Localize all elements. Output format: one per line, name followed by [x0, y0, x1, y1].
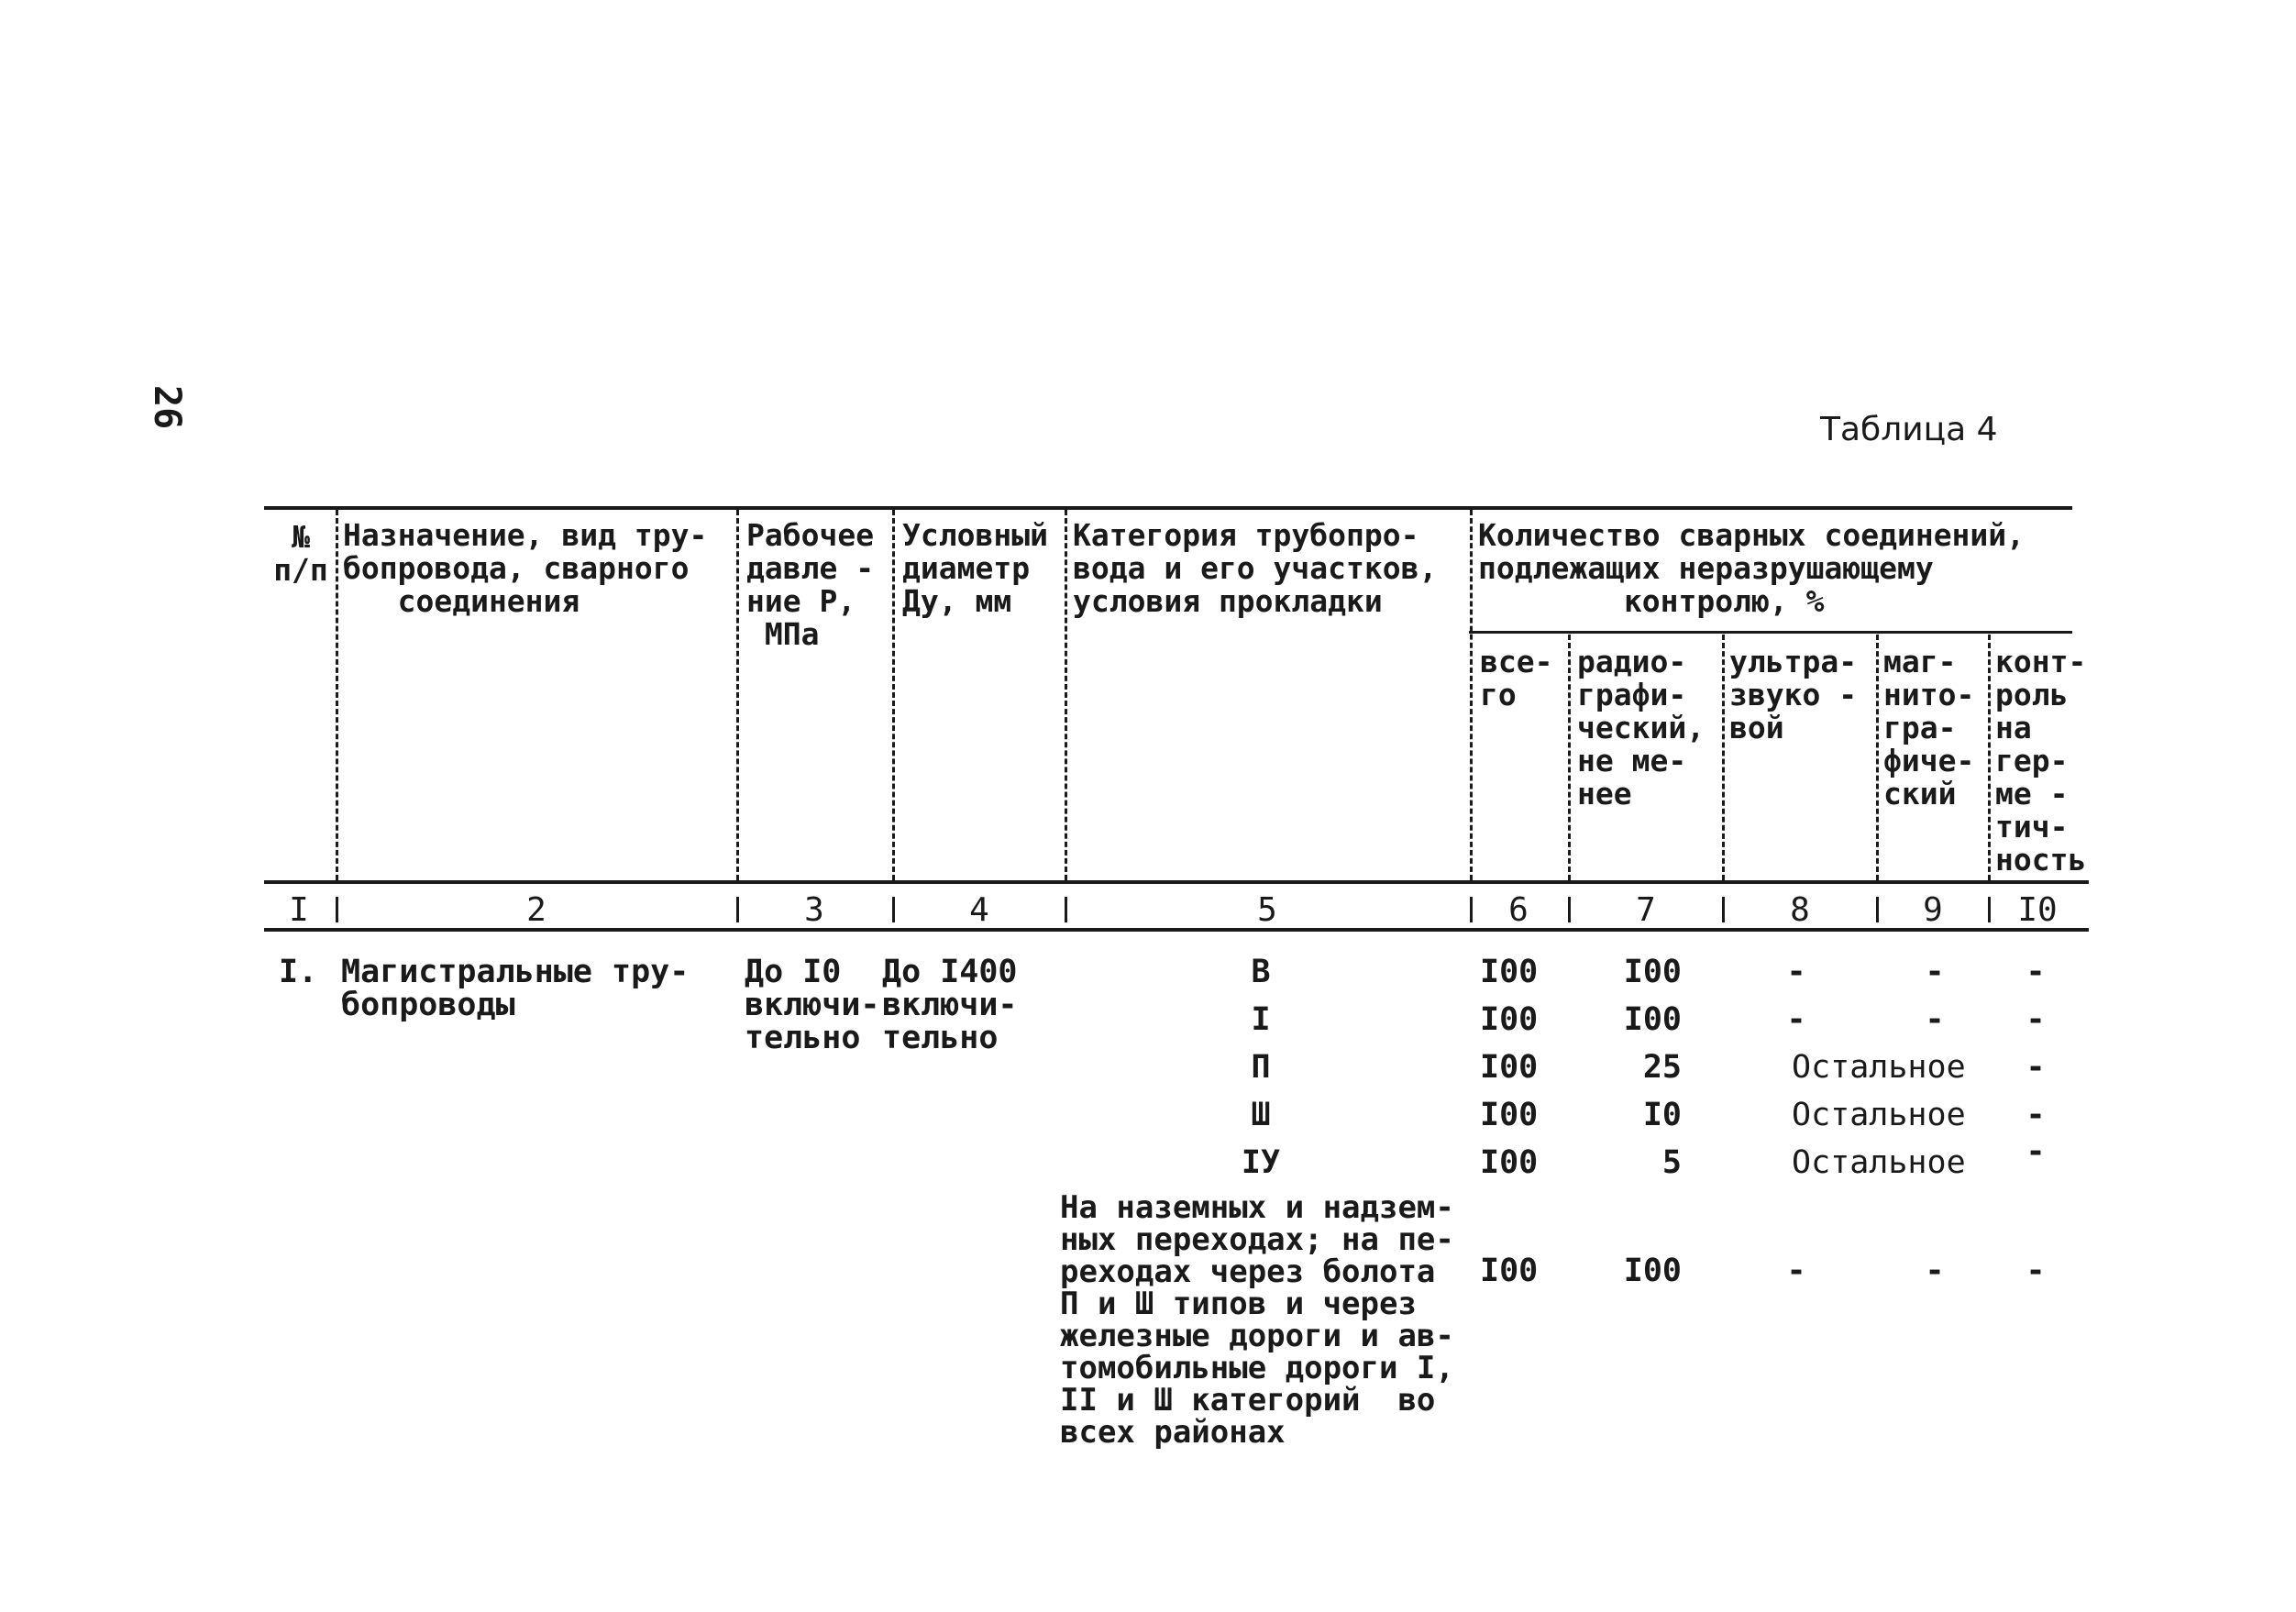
row-total: I00	[1480, 1049, 1539, 1086]
column-number: 9	[1923, 891, 1943, 929]
row-category: I	[1251, 1001, 1271, 1038]
number-separator	[1722, 897, 1725, 922]
row-total: I00	[1480, 1253, 1539, 1289]
col-separator	[892, 510, 895, 880]
page-number: 26	[146, 385, 188, 430]
row-category: В	[1251, 954, 1271, 990]
col-separator	[1722, 635, 1725, 880]
row-total: I00	[1480, 954, 1539, 990]
row-tightness: -	[2026, 1001, 2046, 1038]
header-number: № п/п	[273, 519, 328, 588]
column-number: 3	[804, 891, 824, 929]
row-radiographic: 5	[1661, 1144, 1682, 1181]
header-diameter: Условный диаметр Ду, мм	[902, 517, 1048, 619]
column-number: 8	[1790, 891, 1810, 929]
column-number: 4	[969, 891, 989, 929]
column-number: 7	[1636, 891, 1656, 929]
row-category: П	[1251, 1049, 1271, 1086]
row-tightness: -	[2026, 1097, 2046, 1133]
row-category: IУ	[1241, 1144, 1281, 1181]
section-diameter: До I400 включи- тельно	[882, 954, 1018, 1056]
header-magnetographic: маг- нито- гра- фиче- ский	[1883, 644, 1975, 812]
row-magnetographic: -	[1925, 1001, 1945, 1038]
row-radiographic: I00	[1623, 1253, 1682, 1289]
number-separator	[736, 897, 739, 922]
row-radiographic: 25	[1642, 1049, 1682, 1086]
header-weld-count-group: Количество сварных соединений, подлежащих неразрушающему контролю, %	[1478, 517, 2026, 619]
header-bottom-rule	[264, 880, 2089, 884]
row-total: I00	[1480, 1144, 1539, 1181]
row-radiographic: I0	[1642, 1097, 1682, 1133]
column-number: 6	[1508, 891, 1529, 929]
number-separator	[1876, 897, 1879, 922]
header-category: Категория трубопро- вода и его участков, условия прокладки	[1073, 517, 1438, 619]
section-pressure: До I0 включи- тельно	[745, 954, 880, 1056]
header-ultrasonic: ультра- звуко - вой	[1729, 644, 1858, 745]
row-category: Ш	[1251, 1097, 1271, 1133]
header-total: все- го	[1480, 644, 1553, 712]
number-separator	[336, 897, 338, 922]
row-magnetographic: -	[1925, 1253, 1945, 1289]
table-caption: Таблица 4	[1820, 411, 1998, 448]
number-separator	[1568, 897, 1571, 922]
row-tightness: -	[2026, 954, 2046, 990]
row-total: I00	[1480, 1001, 1539, 1038]
header-purpose: Назначение, вид тру- бопровода, сварного соединения	[343, 517, 708, 619]
col-separator	[1876, 635, 1879, 880]
row-ultrasonic: -	[1786, 1001, 1806, 1038]
number-separator	[892, 897, 895, 922]
row-ultrasonic: Остальное	[1792, 1097, 1966, 1133]
column-number: I	[289, 891, 309, 929]
table-top-rule	[264, 506, 2072, 510]
row-ultrasonic: Остальное	[1792, 1144, 1966, 1181]
row-magnetographic: -	[1925, 954, 1945, 990]
row-ultrasonic: -	[1786, 1253, 1806, 1289]
header-pressure: Рабочее давле - ние Р, МПа	[746, 517, 875, 652]
number-separator	[1470, 897, 1473, 922]
row-tightness: -	[2026, 1049, 2046, 1086]
row-category: На наземных и надзем- ных переходах; на пе- реходах через болота П и Ш типов и через железные дороги и ав- томобильные дороги I, II и Ш категорий во всех районах	[1060, 1189, 1454, 1451]
row-tightness: -	[2026, 1133, 2046, 1170]
col-separator	[336, 510, 338, 880]
column-number: 5	[1257, 891, 1277, 929]
row-ultrasonic: -	[1786, 954, 1806, 990]
row-tightness: -	[2026, 1253, 2046, 1289]
row-radiographic: I00	[1623, 954, 1682, 990]
row-total: I00	[1480, 1097, 1539, 1133]
group-header-rule	[1469, 631, 2072, 634]
column-number: I0	[2017, 891, 2058, 929]
row-radiographic: I00	[1623, 1001, 1682, 1038]
row-ultrasonic: Остальное	[1792, 1049, 1966, 1086]
section-name: Магистральные тру- бопроводы	[341, 954, 690, 1023]
col-separator	[1568, 635, 1571, 880]
col-separator	[1470, 510, 1473, 880]
col-separator	[1988, 635, 1991, 880]
number-separator	[1065, 897, 1067, 922]
number-separator	[1988, 897, 1991, 922]
header-tightness: конт- роль на гер- ме - тич- ность	[1995, 644, 2087, 878]
col-separator	[736, 510, 739, 880]
col-separator	[1065, 510, 1067, 880]
section-number: I.	[279, 954, 318, 990]
column-number: 2	[526, 891, 546, 929]
header-radiographic: радио- графи- ческий, не ме- нее	[1577, 644, 1705, 812]
